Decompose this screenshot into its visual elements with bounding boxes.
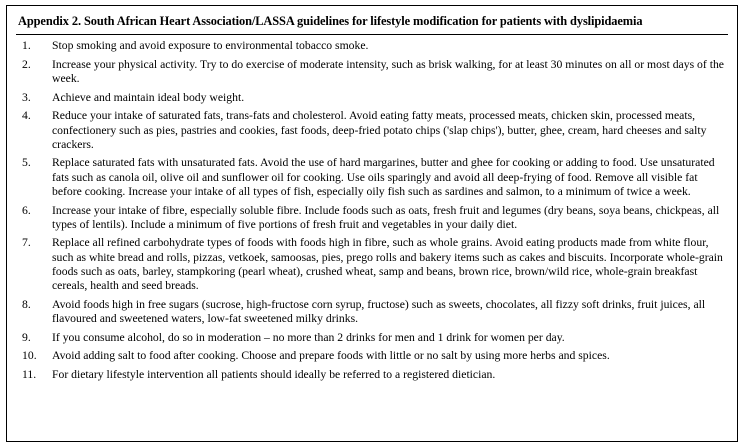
list-item	[16, 349, 728, 363]
list-item-text: Replace all refined carbohydrate types of foods with foods high in fibre, such as whole grains. Avoid eating products made from white flour, such as white bread and rolls, pizzas, vetkoek, samoosas, pies, prego rolls and bakery items such as cakes and biscuits. Incorporate whole-grain foods such as oats, barley, stampkoring (pearl wheat), crushed wheat, samp and beans, brown rice, brown/wild rice, whole-grain breakfast cereals, health and seed breads.	[52, 236, 723, 293]
list-item-number: 2.	[22, 57, 31, 71]
list-item	[16, 58, 728, 86]
list-item-number: 4.	[22, 109, 31, 123]
list-item	[16, 109, 728, 152]
list-item-text: Achieve and maintain ideal body weight.	[52, 90, 245, 104]
list-item-number: 8.	[22, 297, 31, 311]
appendix-box	[6, 5, 738, 442]
list-item-text: Avoid adding salt to food after cooking. Choose and prepare foods with little or no salt by using more herbs and spices.	[52, 349, 610, 363]
list-item-text: For dietary lifestyle intervention all patients should ideally be referred to a registered dietician.	[52, 368, 496, 382]
list-item	[16, 204, 728, 232]
list-item-text: Reduce your intake of saturated fats, trans-fats and cholesterol. Avoid eating fatty meats, processed meats, chicken skin, processed meats, confectionery such as pies, pastries and cookies, fast foods, deep-fried potato chips ('slap chips'), butter, ghee, cream, hard cheeses and salty crackers.	[52, 109, 707, 151]
list-item-text: Replace saturated fats with unsaturated fats. Avoid the use of hard margarines, butter and ghee for cooking or adding to food. Use unsaturated fats such as canola oil, olive oil and sunflower oil for cooking. Use oils sparingly and avoid all deep-frying of food. Remove all visible fat before cooking. Increase your intake of all types of fish, especially oily fish such as sardines and salmon, to a minimum of twice a week.	[52, 156, 715, 198]
list-item-number: 1.	[22, 39, 31, 52]
list-item	[16, 91, 728, 105]
list-item-text: Stop smoking and avoid exposure to environmental tobacco smoke.	[52, 39, 369, 52]
list-item-number: 3.	[22, 90, 31, 104]
list-item	[16, 368, 728, 382]
list-item-text: Increase your intake of fibre, especially soluble fibre. Include foods such as oats, fresh fruit and legumes (dry beans, soya beans, chickpeas, all types of lentils). Include a minimum of five portions of fresh fruit and vegetables in your daily diet.	[52, 203, 720, 231]
list-item-number: 10.	[22, 349, 37, 363]
guidelines-list	[16, 39, 728, 382]
list-item	[16, 156, 728, 199]
list-item-number: 5.	[22, 156, 31, 170]
list-item	[16, 331, 728, 345]
page-title: Appendix 2. South African Heart Association/LASSA guidelines for lifestyle modification for patients with dyslipidaemia	[18, 14, 643, 28]
title-divider	[16, 34, 728, 35]
list-item	[16, 236, 728, 293]
list-item-text: Avoid foods high in free sugars (sucrose, high-fructose corn syrup, fructose) such as sweets, chocolates, all fizzy soft drinks, fruit juices, all flavoured and sweetened waters, low-fat sweetened milky drinks.	[52, 297, 706, 325]
list-item-number: 11.	[22, 368, 37, 382]
list-item-text: Increase your physical activity. Try to do exercise of moderate intensity, such as brisk walking, for at least 30 minutes on all or most days of the week.	[52, 57, 724, 85]
list-item-number: 6.	[22, 203, 31, 217]
list-item	[16, 298, 728, 326]
list-item-number: 7.	[22, 236, 31, 250]
list-item-text: If you consume alcohol, do so in moderation – no more than 2 drinks for men and 1 drink for women per day.	[52, 330, 565, 344]
list-item	[16, 39, 728, 53]
list-item-number: 9.	[22, 330, 31, 344]
